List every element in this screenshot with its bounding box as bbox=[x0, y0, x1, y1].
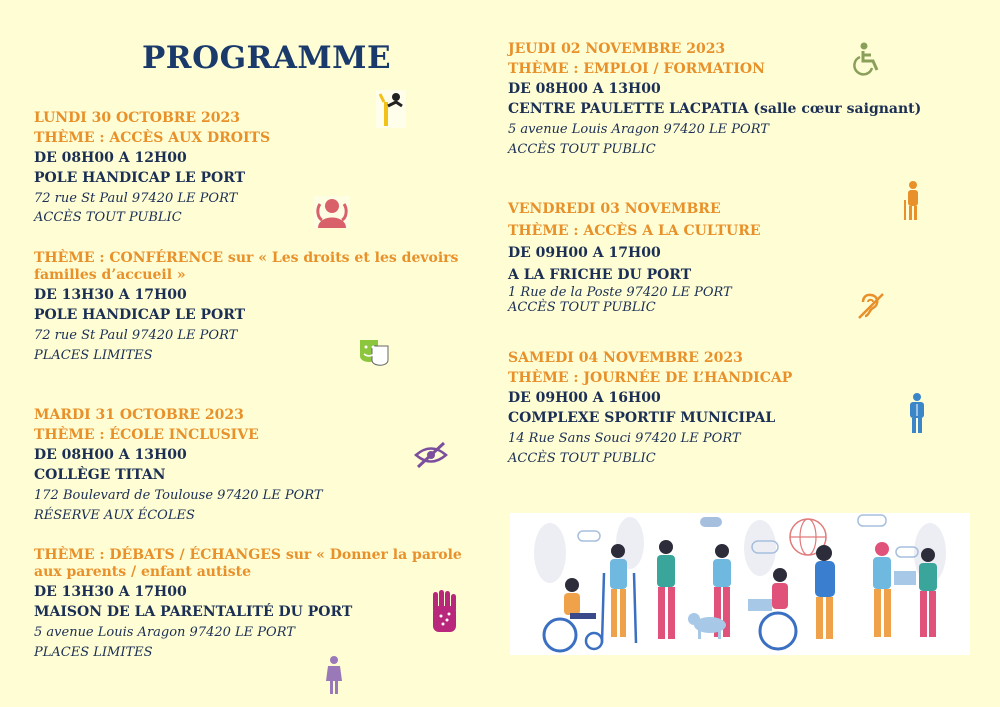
event-address: 1 Rue de la Poste 97420 LE PORT bbox=[508, 285, 732, 300]
event-theme: THÈME : ACCÈS AUX DROITS bbox=[34, 130, 271, 146]
event-address: 172 Boulevard de Toulouse 97420 LE PORT bbox=[34, 488, 323, 503]
event-time: DE 08H00 A 13H00 bbox=[34, 447, 187, 463]
visual-impairment-icon bbox=[414, 440, 448, 470]
event-access: RÉSERVE AUX ÉCOLES bbox=[34, 508, 195, 523]
standing-person-icon bbox=[906, 392, 928, 434]
event-address: 14 Rue Sans Souci 97420 LE PORT bbox=[508, 431, 741, 446]
event-date: VENDREDI 03 NOVEMBRE bbox=[508, 201, 721, 217]
hearing-impairment-icon bbox=[855, 290, 887, 322]
listening-person-icon bbox=[314, 196, 350, 228]
event-theme: THÈME : EMPLOI / FORMATION bbox=[508, 61, 765, 77]
event-place: COLLÈGE TITAN bbox=[34, 467, 166, 483]
inclusive-people-illustration bbox=[510, 513, 970, 655]
event-theme: THÈME : ACCÈS A LA CULTURE bbox=[508, 223, 761, 239]
event-time: DE 09H00 A 16H00 bbox=[508, 390, 661, 406]
event-access: ACCÈS TOUT PUBLIC bbox=[508, 451, 656, 466]
wheelchair-icon bbox=[853, 42, 881, 76]
event-time: DE 08H00 A 12H00 bbox=[34, 150, 187, 166]
event-access: ACCÈS TOUT PUBLIC bbox=[508, 300, 656, 315]
event-access: ACCÈS TOUT PUBLIC bbox=[34, 210, 182, 225]
event-place: COMPLEXE SPORTIF MUNICIPAL bbox=[508, 410, 776, 426]
accessibility-figure-icon bbox=[376, 90, 406, 128]
event-theme: THÈME : ÉCOLE INCLUSIVE bbox=[34, 427, 259, 443]
event-date: LUNDI 30 OCTOBRE 2023 bbox=[34, 110, 240, 126]
event-date: MARDI 31 OCTOBRE 2023 bbox=[34, 407, 244, 423]
elderly-person-icon bbox=[902, 180, 924, 222]
event-theme: THÈME : CONFÉRENCE sur « Les droits et les devoirs familles d’accueil » bbox=[34, 250, 459, 283]
event-time: DE 08H00 A 13H00 bbox=[508, 81, 661, 97]
event-theme: THÈME : JOURNÉE DE L’HANDICAP bbox=[508, 370, 793, 386]
event-place: A LA FRICHE DU PORT bbox=[508, 267, 692, 283]
event-date: SAMEDI 04 NOVEMBRE 2023 bbox=[508, 350, 743, 366]
event-address: 5 avenue Louis Aragon 97420 LE PORT bbox=[508, 122, 769, 137]
event-place: POLE HANDICAP LE PORT bbox=[34, 170, 246, 186]
event-access: ACCÈS TOUT PUBLIC bbox=[508, 142, 656, 157]
sign-language-hand-icon bbox=[430, 590, 460, 636]
event-address: 72 rue St Paul 97420 LE PORT bbox=[34, 328, 238, 343]
event-time: DE 13H30 A 17H00 bbox=[34, 287, 187, 303]
event-address: 72 rue St Paul 97420 LE PORT bbox=[34, 191, 238, 206]
event-place: MAISON DE LA PARENTALITÉ DU PORT bbox=[34, 604, 353, 620]
event-place: POLE HANDICAP LE PORT bbox=[34, 307, 246, 323]
event-time: DE 13H30 A 17H00 bbox=[34, 584, 187, 600]
event-access: PLACES LIMITES bbox=[34, 348, 153, 363]
event-date: JEUDI 02 NOVEMBRE 2023 bbox=[508, 41, 726, 57]
theatre-mask-icon bbox=[358, 336, 390, 368]
event-address: 5 avenue Louis Aragon 97420 LE PORT bbox=[34, 625, 295, 640]
event-theme: THÈME : DÉBATS / ÉCHANGES sur « Donner la parole aux parents / enfant autiste bbox=[34, 547, 462, 580]
woman-figure-icon bbox=[325, 655, 343, 695]
page-title: PROGRAMME bbox=[142, 40, 392, 76]
event-access: PLACES LIMITES bbox=[34, 645, 153, 660]
event-place: CENTRE PAULETTE LACPATIA (salle cœur saignant) bbox=[508, 101, 922, 117]
event-time: DE 09H00 A 17H00 bbox=[508, 245, 661, 261]
